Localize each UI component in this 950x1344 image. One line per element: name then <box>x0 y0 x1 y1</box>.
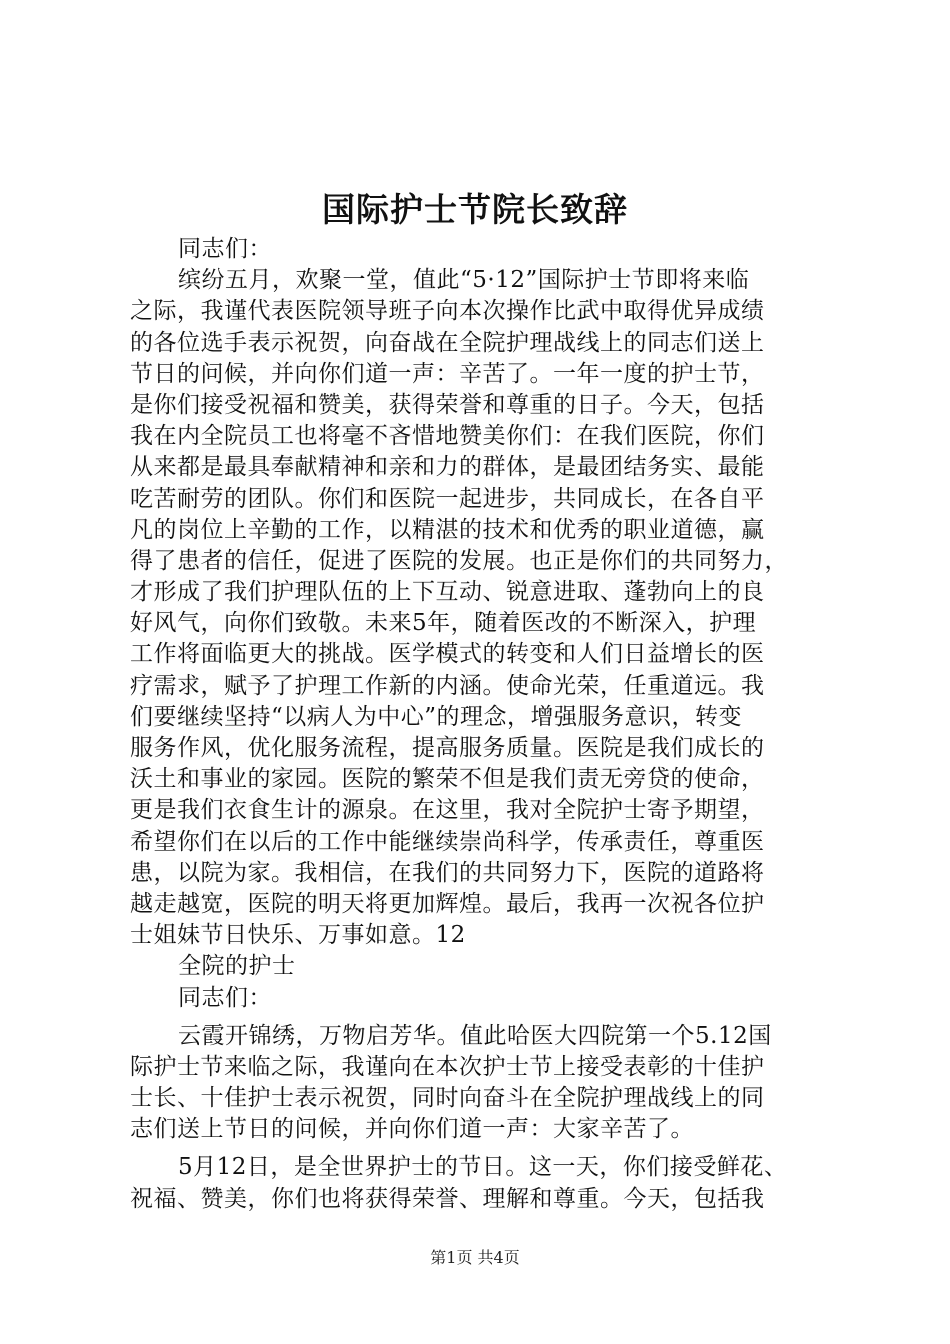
paragraph-line: 吃苦耐劳的团队。你们和医院一起进步，共同成长，在各自平 <box>130 485 765 512</box>
paragraph-line: 才形成了我们护理队伍的上下互动、锐意进取、蓬勃向上的良 <box>130 579 765 606</box>
paragraph-line: 之际，我谨代表医院领导班子向本次操作比武中取得优异成绩 <box>130 298 765 325</box>
page-number-footer: 第1页 共4页 <box>430 1248 520 1267</box>
paragraph-line: 祝福、赞美，你们也将获得荣誉、理解和尊重。今天，包括我 <box>130 1185 765 1212</box>
paragraph-line: 节日的问候，并向你们道一声：辛苦了。一年一度的护士节， <box>130 360 765 387</box>
paragraph-line: 是你们接受祝福和赞美，获得荣誉和尊重的日子。今天，包括 <box>130 391 765 418</box>
paragraph-line: 际护士节来临之际，我谨向在本次护士节上接受表彰的十佳护 <box>130 1053 765 1080</box>
paragraph-line: 士长、十佳护士表示祝贺，同时向奋斗在全院护理战线上的同 <box>130 1085 765 1112</box>
paragraph-line: 我在内全院员工也将毫不吝惜地赞美你们：在我们医院，你们 <box>130 423 765 450</box>
paragraph-line: 们要继续坚持“以病人为中心”的理念，增强服务意识，转变 <box>130 703 743 730</box>
paragraph-line: 志们送上节日的问候，并向你们道一声：大家辛苦了。 <box>130 1116 694 1143</box>
paragraph-line: 好风气，向你们致敬。未来5年，随着医改的不断深入，护理 <box>130 610 757 637</box>
paragraph-line: 沃土和事业的家园。医院的繁荣不但是我们责无旁贷的使命， <box>130 766 765 793</box>
paragraph-line: 5月12日，是全世界护士的节日。这一天，你们接受鲜花、 <box>178 1154 788 1181</box>
paragraph-line: 从来都是最具奉献精神和亲和力的群体，是最团结务实、最能 <box>130 454 765 481</box>
paragraph-line: 疗需求，赋予了护理工作新的内涵。使命光荣，任重道远。我 <box>130 672 765 699</box>
paragraph-line: 越走越宽，医院的明天将更加辉煌。最后，我再一次祝各位护 <box>130 890 765 917</box>
paragraph-line: 服务作风，优化服务流程，提高服务质量。医院是我们成长的 <box>130 735 765 761</box>
paragraph-line: 得了患者的信任，促进了医院的发展。也正是你们的共同努力， <box>130 547 788 574</box>
document-body <box>130 234 830 1215</box>
paragraph-line: 云霞开锦绣，万物启芳华。值此哈医大四院第一个5.12国 <box>178 1022 772 1049</box>
paragraph-line: 更是我们衣食生计的源泉。在这里，我对全院护士寄予期望， <box>130 797 765 824</box>
document-title: 国际护士节院长致辞 <box>322 190 628 229</box>
paragraph-line: 希望你们在以后的工作中能继续崇尚科学，传承责任，尊重医 <box>130 828 765 855</box>
paragraph-line: 工作将面临更大的挑战。医学模式的转变和人们日益增长的医 <box>130 641 765 668</box>
paragraph-line: 缤纷五月，欢聚一堂，值此“5·12”国际护士节即将来临 <box>178 267 750 294</box>
salutation: 同志们： <box>178 236 272 262</box>
paragraph-line: 士姐妹节日快乐、万事如意。12 <box>130 922 466 949</box>
paragraph-line: 的各位选手表示祝贺，向奋战在全院护理战线上的同志们送上 <box>130 329 765 356</box>
paragraph-line: 患，以院为家。我相信，在我们的共同努力下，医院的道路将 <box>130 859 765 886</box>
salutation: 同志们： <box>178 984 272 1011</box>
section-heading: 全院的护士 <box>178 953 296 980</box>
paragraph-line: 凡的岗位上辛勤的工作，以精湛的技术和优秀的职业道德，赢 <box>130 516 765 543</box>
